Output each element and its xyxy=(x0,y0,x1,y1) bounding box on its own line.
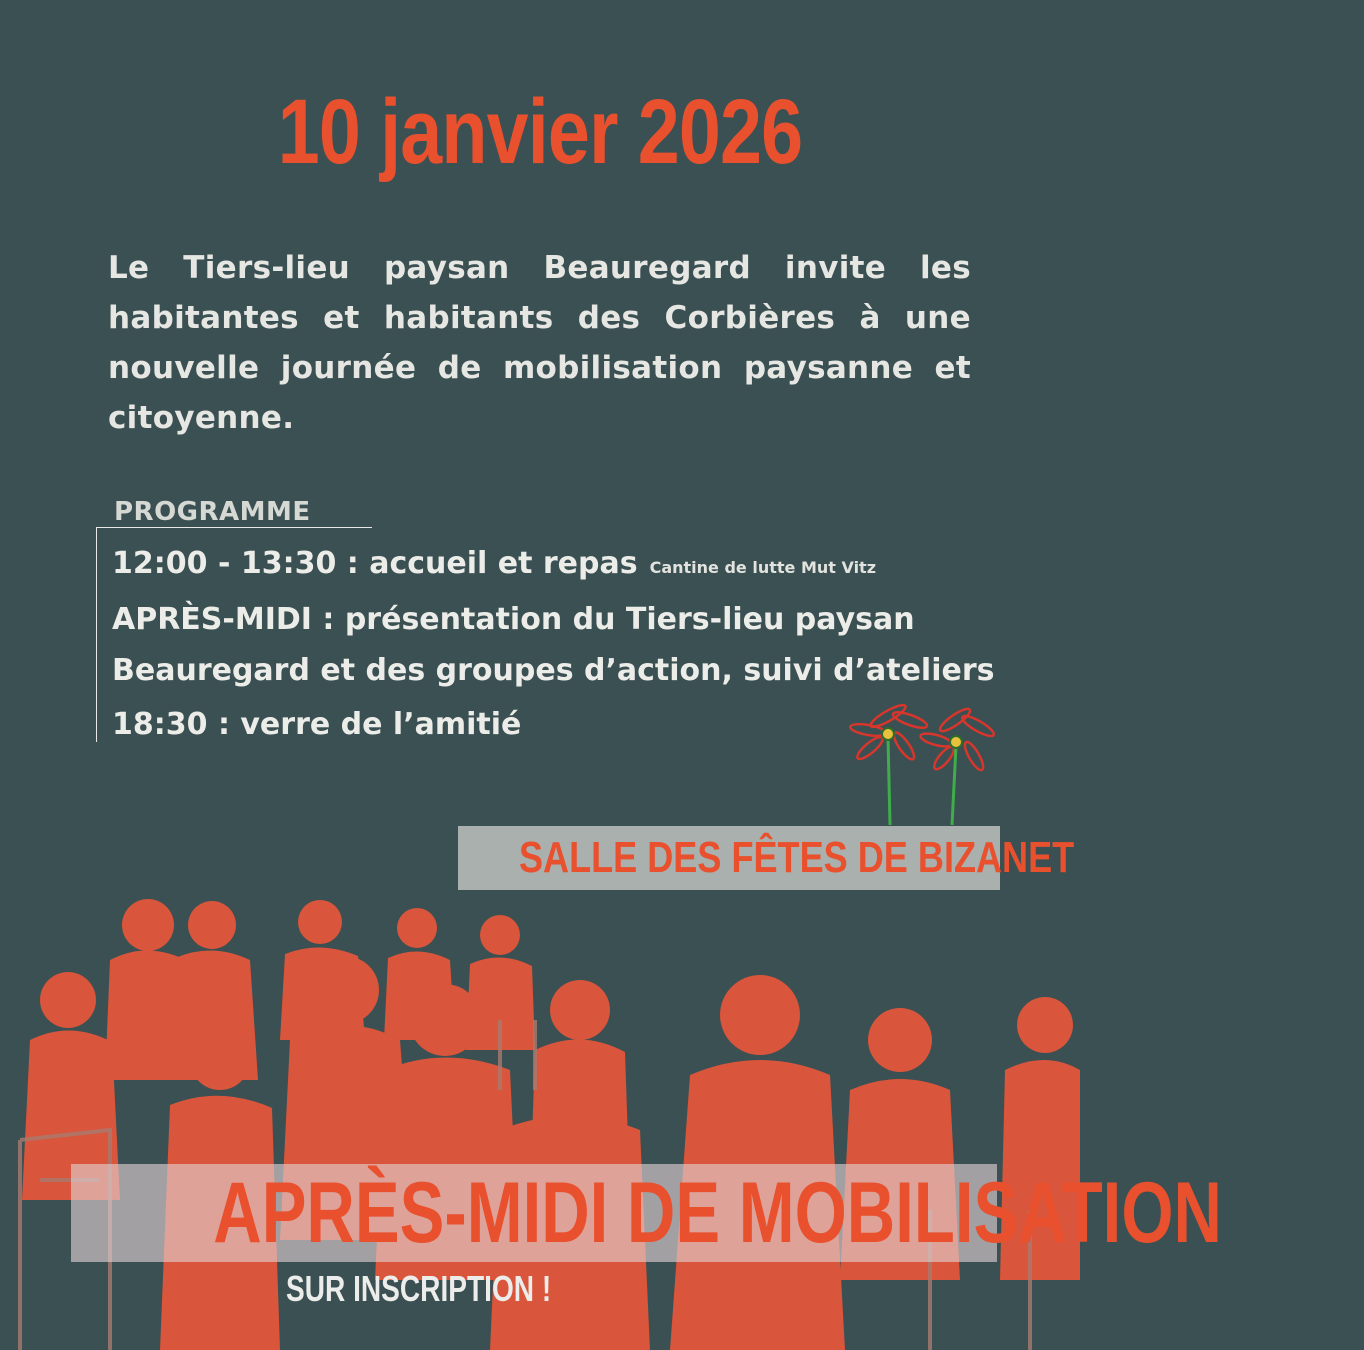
programme-title: PROGRAMME xyxy=(114,497,311,527)
programme-item-afternoon-cont: Beauregard et des groupes d’action, suivi d’ateliers xyxy=(112,653,995,688)
venue-label: SALLE DES FÊTES DE BIZANET xyxy=(518,833,1075,882)
flower-icon xyxy=(840,700,1010,830)
programme-item-note: Cantine de lutte Mut Vitz xyxy=(649,558,877,577)
programme-divider-horizontal xyxy=(96,527,372,528)
programme-divider-vertical xyxy=(96,527,97,742)
event-date: 10 janvier 2026 xyxy=(277,81,803,183)
programme-item-lunch xyxy=(112,546,876,581)
event-intro: Le Tiers-lieu paysan Beauregard invite les habitantes et habitants des Corbières à une nouvelle journée de mobilisation paysanne et citoyenne. xyxy=(108,250,971,436)
registration-note: SUR INSCRIPTION ! xyxy=(286,1268,552,1309)
programme-item-evening: 18:30 : verre de l’amitié xyxy=(112,707,522,742)
headline-banner xyxy=(71,1164,1222,1262)
programme-item-text: 12:00 - 13:30 : accueil et repas xyxy=(112,546,638,581)
headline-text: APRÈS-MIDI DE MOBILISATION xyxy=(213,1165,1222,1261)
programme-item-afternoon: APRÈS-MIDI : présentation du Tiers-lieu paysan xyxy=(112,602,915,637)
